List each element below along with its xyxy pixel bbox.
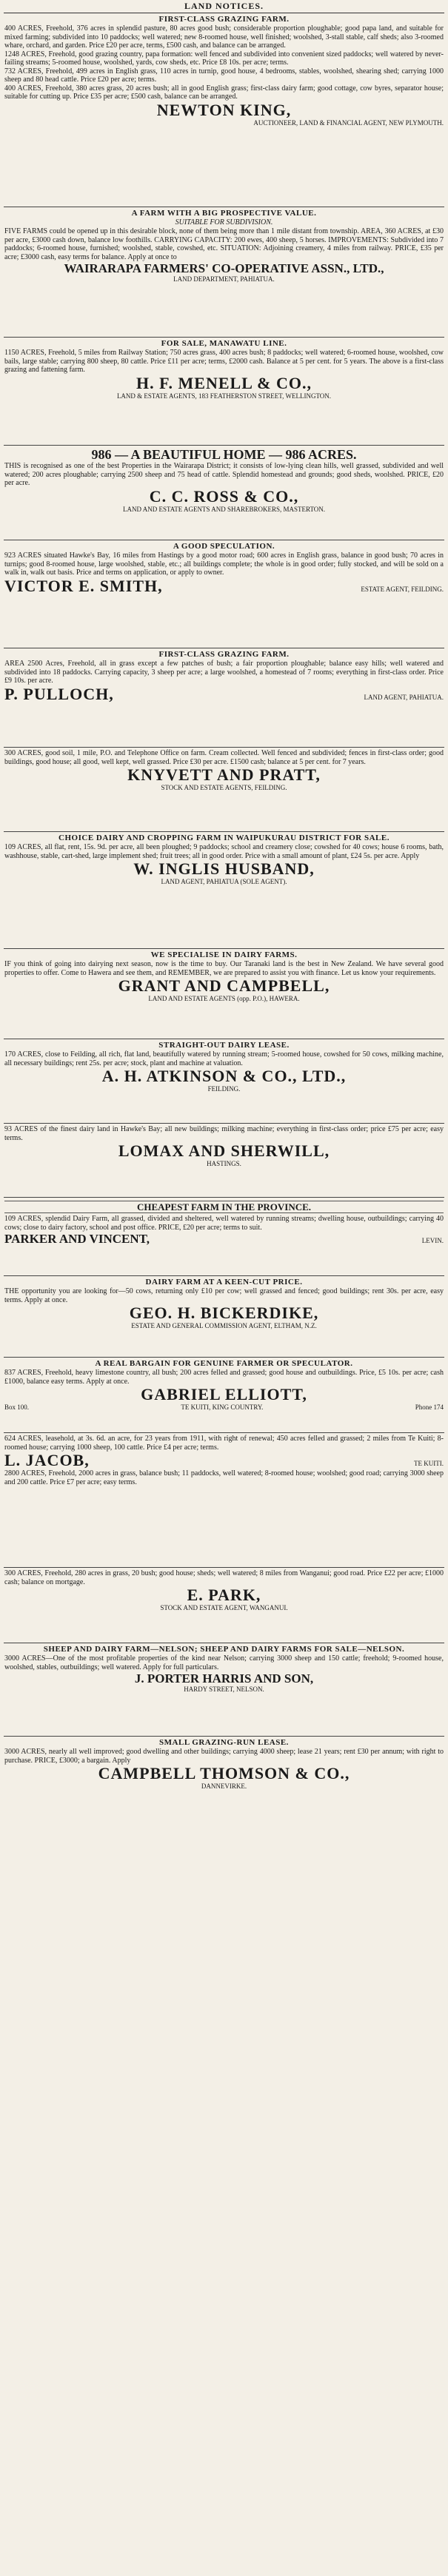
ad-knyvett-pratt — [4, 748, 444, 832]
ad-body: 1150 ACRES, Freehold, 5 miles from Railway Station; 750 acres grass, 400 acres bush; 8 paddocks; well watered; 6-roomed house, woolshed, cow bails, large stable; carrying 800 sheep, 80 cattle. Price £11 per acre; terms, £2000 cash. Balance at 5 per cent. for 5 years. The above is a first-class grazing and fattening farm. — [4, 349, 444, 374]
agent-desc: AUCTIONEER, LAND & FINANCIAL AGENT, NEW PLYMOUTH. — [253, 118, 444, 127]
ad-body: 170 ACRES, close to Feilding, all rich, flat land, beautifully watered by running stream; 5-roomed house, cowshed for 50 cows, milking machine, all necessary buildings; rent 25s. per acre; stock, plant and machine at valuation. — [4, 1050, 444, 1067]
ad-body: 109 ACRES, all flat, rent, 15s. 9d. per acre, all been ploughed; 9 paddocks; school and creamery close; cowshed for 40 cows; house 6 rooms, bath, washhouse, stable, cart-shed, large implement shed; fruit trees; all in good order. Price with a small amount of plant, £24 5s. per acre. Apply — [4, 843, 444, 860]
ad-header: FIRST-CLASS GRAZING FARM. — [158, 15, 290, 24]
ad-header: CHEAPEST FARM IN THE PROVINCE. — [4, 1201, 444, 1213]
ad-body: 923 ACRES situated Hawke's Bay, 16 miles from Hastings by a good motor road; 600 acres in English grass, balance in good bush; 70 acres in turnips; good 8-roomed house, large woolshed, stable, etc.; all buildings complete; the whole is in good order; fully stocked, and will be sold on a walk in, walk out basis. Price and terms on application, or apply to owner. — [4, 551, 444, 577]
ad-menell — [4, 338, 444, 446]
ad-lomax-sherwill — [4, 1124, 444, 1198]
ad-header: A FARM WITH A BIG PROSPECTIVE VALUE. — [131, 209, 317, 218]
ad-header: SMALL GRAZING-RUN LEASE. — [159, 1738, 289, 1747]
section-masthead: LAND NOTICES. — [4, 0, 444, 13]
agent-name: J. PORTER HARRIS AND SON, — [134, 1671, 314, 1686]
ad-header: A GOOD SPECULATION. — [173, 542, 275, 551]
agent-desc: HASTINGS. — [207, 1160, 241, 1167]
ad-atkinson — [4, 1039, 444, 1124]
ad-ross — [4, 446, 444, 540]
ad-body: THE opportunity you are looking for—50 cows, returning only £10 per cow; well grassed and fenced; good buildings; rent 30s. per acre, easy terms. Apply at once. — [4, 1287, 444, 1304]
agent-name: C. C. ROSS & CO., — [149, 486, 299, 506]
ad-listing: 400 ACRES, Freehold, 380 acres grass, 20 acres bush; all in good English grass; first-class dairy farm; good cottage, cow byres, separator house; suitable for cutting up. Price £35 per acre; £500 cash, balance can be arranged. — [4, 84, 444, 101]
ad-header: SHEEP AND DAIRY FARM—NELSON; SHEEP AND DAIRY FARMS FOR SALE—NELSON. — [43, 1645, 405, 1654]
agent-name: W. INGLIS HUSBAND, — [133, 859, 315, 878]
agent-desc: ESTATE AGENT, FEILDING. — [361, 585, 444, 593]
ad-header: FIRST-CLASS GRAZING FARM. — [158, 650, 290, 659]
agent-name: NEWTON KING, — [156, 100, 292, 119]
ad-listing: 1248 ACRES, Freehold, good grazing country, papa formation: well fenced and subdivided into convenient sized paddocks; well watered by never-failing streams; 5-roomed house, woolshed, yards, cow sheds, etc. Price £8 10s. per acre; terms. — [4, 50, 444, 67]
agent-desc: ESTATE AND GENERAL COMMISSION AGENT, ELTHAM, N.Z. — [131, 1322, 317, 1329]
agent-desc: TE KUITI. — [414, 1460, 444, 1467]
ad-pulloch — [4, 648, 444, 748]
agent-desc: STOCK AND ESTATE AGENTS, FEILDING. — [161, 784, 287, 791]
agent-desc: LAND AGENT, PAHIATUA (SOLE AGENT). — [161, 878, 287, 885]
ad-header: A REAL BARGAIN FOR GENUINE FARMER OR SPECULATOR. — [95, 1359, 353, 1368]
ad-bickerdike — [4, 1276, 444, 1358]
ad-body: FIVE FARMS could be opened up in this desirable block, none of them being more than 1 mile distant from township. AREA, 360 ACRES, at £30 per acre, £3000 cash down, balance low foothills. CARRYING CAPACITY: 200 ewes, 400 sheep, 5 horses. IMPROVEMENTS: Subdivided into 7 paddocks; 6-roomed house, furnished; woolshed, stable, cowshed, etc. SITUATION: Adjoining creamery, 4 miles from railway. PRICE, £35 per acre; £3000 cash, easy terms for balance. Apply at once to — [4, 227, 444, 261]
agent-name: KNYVETT AND PRATT, — [127, 765, 321, 784]
ad-inglis-husband — [4, 832, 444, 949]
ad-body: 837 ACRES, Freehold, heavy limestone country, all bush; 200 acres felled and grassed; good house and outbuildings. Price, £5 10s. per acre; cash £1000, balance easy terms. Apply at once. — [4, 1369, 444, 1386]
agent-name: E. PARK, — [187, 1586, 261, 1604]
po-box: Box 100. — [4, 1403, 30, 1411]
agent-desc: STOCK AND ESTATE AGENT, WANGANUI. — [160, 1604, 288, 1611]
ad-listing: 400 ACRES, Freehold, 376 acres in splendid pasture, 80 acres good bush; considerable proportion ploughable; good papa land, and suitable for mixed farming; subdivided into 10 paddocks; well watered; new 8-roomed house, well finished; woolshed, 3-stall stable, calf sheds; also 3-roomed whare, orchard, and garden. Price £20 per acre, terms, £500 cash, and balance can be arranged. — [4, 24, 444, 50]
agent-name: P. PULLOCH, — [4, 684, 114, 703]
ad-porter-harris — [4, 1643, 444, 1737]
agent-name: A. H. ATKINSON & CO., LTD., — [101, 1067, 347, 1085]
agent-desc: LEVIN. — [421, 1237, 444, 1244]
agent-name: PARKER AND VINCENT, — [4, 1232, 150, 1246]
ad-body: 109 ACRES, splendid Dairy Farm, all grassed, divided and sheltered, well watered by running streams; dwelling house, outbuildings; carrying 40 cows; close to dairy factory, school and post office. PRICE, £20 per acre; terms to suit. — [4, 1215, 444, 1232]
ad-wairarapa-farmers — [4, 207, 444, 338]
ad-victor-smith — [4, 540, 444, 648]
agent-name: LOMAX AND SHERWILL, — [118, 1141, 330, 1160]
agent-name: VICTOR E. SMITH, — [4, 576, 163, 595]
ad-body: 300 ACRES, good soil, 1 mile, P.O. and Telephone Office on farm. Cream collected. Well fenced and subdivided; fences in first-class order; good buildings, good house; all good, well kept, well grassed. Price £30 per acre. £1500 cash; balance at 5 per cent. for 7 years. — [4, 749, 444, 766]
agent-desc: LAND AND ESTATE AGENTS (opp. P.O.), HAWERA. — [148, 995, 300, 1002]
agent-name: H. F. MENELL & CO., — [136, 373, 312, 392]
phone-number: Phone 174 — [415, 1403, 444, 1411]
agent-desc: LAND & ESTATE AGENTS, 183 FEATHERSTON STREET, WELLINGTON. — [116, 392, 332, 400]
ad-body: AREA 2500 Acres, Freehold, all in grass except a few patches of bush; a fair proportion ploughable; balance easy hills; well watered and subdivided into 18 paddocks. Carrying capacity, 3 sheep per acre; a large woolshed, a homestead of 7 rooms; everything in first-class order. Price £9 10s. per acre. — [4, 660, 444, 685]
ad-header: DAIRY FARM AT A KEEN-CUT PRICE. — [145, 1278, 303, 1287]
ad-body: 93 ACRES of the finest dairy land in Hawke's Bay; all new buildings; milking machine; everything in first-class order; price £75 per acre; easy terms. — [4, 1125, 444, 1142]
agent-name: GRANT AND CAMPBELL, — [118, 976, 330, 995]
ad-park — [4, 1568, 444, 1643]
agent-desc: FEILDING. — [207, 1085, 241, 1093]
ad-header: 986 — A BEAUTIFUL HOME — 986 ACRES. — [91, 447, 357, 462]
ad-listing: 732 ACRES, Freehold, 499 acres in English grass, 110 acres in turnip, good house, 4 bedrooms, stables, woolshed, shearing shed; carrying 1000 sheep and 80 head cattle. Price £20 per acre; terms. — [4, 67, 444, 84]
ad-listing: 2800 ACRES, Freehold, 2000 acres in grass, balance bush; 11 paddocks, well watered; 8-roomed house; woolshed; good road; carrying 3000 sheep and 200 cattle. Price £7 per acre; easy terms. — [4, 1469, 444, 1486]
agent-desc: LAND AND ESTATE AGENTS AND SHAREBROKERS, MASTERTON. — [122, 505, 326, 513]
ad-jacob — [4, 1433, 444, 1568]
agent-desc: DANNEVIRKE. — [201, 1782, 247, 1790]
ad-header: CHOICE DAIRY AND CROPPING FARM IN WAIPUKURAU DISTRICT FOR SALE. — [58, 833, 390, 842]
agent-name: GEO. H. BICKERDIKE, — [129, 1304, 319, 1322]
agent-name: WAIRARAPA FARMERS' CO-OPERATIVE ASSN., LTD., — [64, 261, 384, 275]
ad-body: 300 ACRES, Freehold, 280 acres in grass, 20 bush; good house; sheds; well watered; 8 miles from Wanganui; good road. Price £22 per acre; £1000 cash; balance on mortgage. — [4, 1569, 444, 1586]
ad-grant-campbell — [4, 949, 444, 1039]
ad-newton-king — [4, 13, 444, 207]
agent-desc: HARDY STREET, NELSON. — [184, 1686, 264, 1693]
ad-body: IF you think of going into dairying next season, now is the time to buy. Our Taranaki land is the best in New Zealand. We have several good properties to offer. Come to Hawera and see them, and REMEMBER, we are prepared to assist you with finance. Let us know your requirements. — [4, 960, 444, 977]
ad-subheader: SUITABLE FOR SUBDIVISION. — [175, 218, 273, 227]
ad-header: WE SPECIALISE IN DAIRY FARMS. — [150, 950, 298, 959]
ad-body: THIS is recognised as one of the best Properties in the Wairarapa District; it consists of low-lying clean hills, well grassed, subdivided and well watered; 200 acres ploughable; carrying 2500 sheep and 75 head of cattle. Splendid homestead and grounds; good sheds, woolshed. PRICE, £20 per acre. — [4, 462, 444, 487]
agent-desc: TE KUITI, KING COUNTRY. — [181, 1403, 264, 1411]
agent-desc: LAND DEPARTMENT, PAHIATUA. — [173, 275, 275, 283]
ad-header: STRAIGHT-OUT DAIRY LEASE. — [158, 1041, 290, 1050]
agent-desc: LAND AGENT, PAHIATUA. — [364, 693, 444, 701]
ad-gabriel-elliott — [4, 1358, 444, 1433]
ad-campbell-thomson — [4, 1737, 444, 1817]
ad-body: 3000 ACRES, nearly all well improved; good dwelling and other buildings; carrying 4000 sheep; lease 21 years; rent £30 per annum; with right to purchase. PRICE, £3000; a bargain. Apply — [4, 1748, 444, 1765]
agent-name: CAMPBELL THOMSON & CO., — [98, 1764, 350, 1782]
ad-listing: 624 ACRES, leasehold, at 3s. 6d. an acre, for 23 years from 1911, with right of renewal; 450 acres felled and grassed; 2 miles from Te Kuiti; 8-roomed house; carrying 1000 sheep, 100 cattle. Price £4 per acre; terms. — [4, 1435, 444, 1452]
ad-body: 3000 ACRES—One of the most profitable properties of the kind near Nelson; carrying 3000 sheep and 150 cattle; freehold; 9-roomed house, woolshed, stables, outbuildings; well watered. Apply for full particulars. — [4, 1654, 444, 1671]
agent-name: GABRIEL ELLIOTT, — [141, 1385, 307, 1403]
ad-parker-vincent — [4, 1198, 444, 1276]
agent-name: L. JACOB, — [4, 1451, 90, 1469]
ad-header: FOR SALE, MANAWATU LINE. — [161, 339, 287, 348]
